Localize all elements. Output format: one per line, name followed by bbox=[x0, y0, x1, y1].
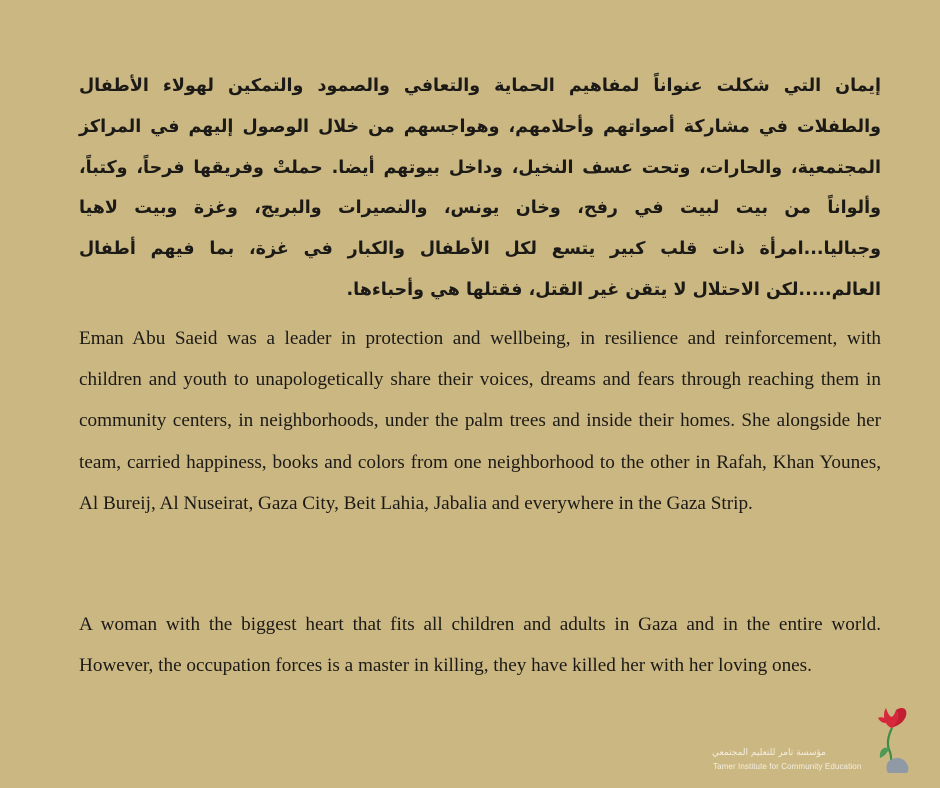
arabic-paragraph: إيمان التي شكلت عنواناً لمفاهيم الحماية والتعافي والصمود والتمكين لهولاء الأطفال والطفلات في مشاركة أصواتهم وأحلامهم، وهواجسهم من خلال الوصول إليهم في المراكز المجتمعية، والحارات، وتحت عسف النخيل، وداخل بيوتهم أيضا. حملتْ وفريقها فرحاً، وكتباً، وألواناً من بيت لبيت في رفح، وخان يونس، والنصيرات والبريج، وغزة وبيت لاهيا وجباليا...امرأة ذات قلب كبير يتسع لكل الأطفال والكبار في غزة، بما فيهم أطفال العالم.....لكن الاحتلال لا يتقن غير القتل، فقتلها هي وأحباءها. bbox=[79, 76, 881, 300]
english-paragraph-1: Eman Abu Saeid was a leader in protection and wellbeing, in resilience and reinforcement, with children and youth to unapologetically share their voices, dreams and fears through reaching them in community centers, in neighborhoods, under the palm trees and inside their homes. She alongside her team, carried happiness, books and colors from one neighborhood to the other in Rafah, Khan Younes, Al Bureij, Al Nuseirat, Gaza City, Beit Lahia, Jabalia and everywhere in the Gaza Strip. bbox=[79, 328, 881, 514]
english-paragraph-2: A woman with the biggest heart that fits all children and adults in Gaza and in the entire world. However, the occupation forces is a master in killing, they have killed her with her loving ones. bbox=[79, 614, 881, 677]
logo-english-name: Tamer Institute for Community Education bbox=[713, 762, 862, 771]
tamer-institute-logo bbox=[708, 704, 913, 776]
flower-icon bbox=[876, 704, 912, 774]
logo-arabic-name: مؤسسة تامر للتعليم المجتمعي bbox=[712, 748, 826, 758]
